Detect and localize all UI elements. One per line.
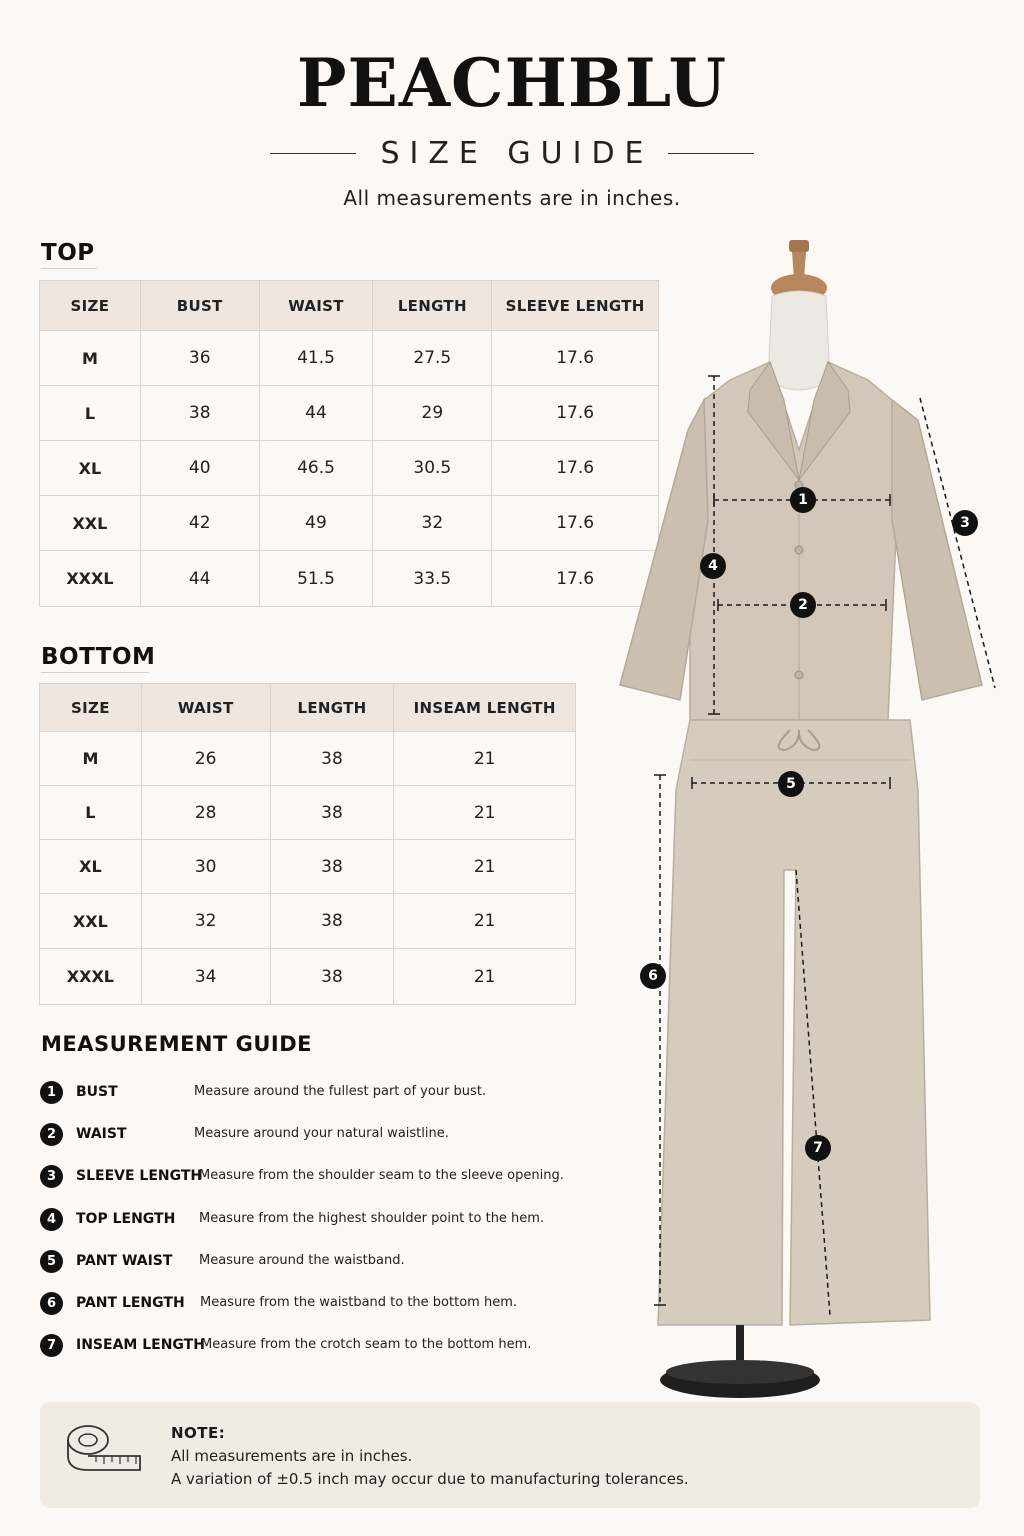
table-cell: 32 (373, 496, 492, 551)
table-row (40, 496, 659, 551)
table-cell: XXL (40, 496, 141, 551)
table-cell: 46.5 (259, 441, 373, 496)
note-box (40, 1402, 980, 1508)
measuring-tape-icon (64, 1420, 144, 1481)
marker-2: 2 (790, 592, 816, 618)
header-cell: SIZE (40, 281, 141, 331)
guide-label: SLEEVE LENGTH (76, 1168, 203, 1184)
table-cell: XL (40, 441, 141, 496)
table-header-row (40, 684, 576, 732)
table-cell: 38 (270, 786, 394, 840)
guide-number-badge: 5 (40, 1250, 63, 1273)
top-title-text: TOP (41, 240, 95, 266)
note-line-1: All measurements are in inches. (171, 1447, 413, 1465)
guide-description: Measure around the fullest part of your bust. (194, 1084, 487, 1099)
guide-description: Measure from the waistband to the bottom hem. (200, 1295, 517, 1310)
table-cell: 21 (394, 732, 576, 786)
bottom-section-title (41, 644, 155, 673)
guide-item-pant-waist (40, 1249, 172, 1273)
guide-item-bust (40, 1080, 118, 1104)
table-cell: 17.6 (492, 551, 659, 607)
table-cell: 32 (141, 894, 270, 949)
table-row (40, 386, 659, 441)
table-cell: 44 (140, 551, 259, 607)
table-cell: M (40, 732, 142, 786)
brand-title: PEACHBLU (296, 44, 728, 122)
subtitle-row (0, 136, 1024, 171)
note-title: NOTE: (171, 1424, 226, 1442)
table-cell: 21 (394, 840, 576, 894)
table-row (40, 732, 576, 786)
table-cell: 38 (270, 949, 394, 1005)
bottom-size-table (39, 683, 576, 1005)
table-cell: 42 (140, 496, 259, 551)
guide-label: INSEAM LENGTH (76, 1337, 205, 1353)
guide-item-inseam-length (40, 1333, 205, 1357)
measurement-guide-title: MEASUREMENT GUIDE (41, 1032, 313, 1056)
marker-5: 5 (778, 771, 804, 797)
guide-description: Measure around the waistband. (199, 1253, 405, 1268)
table-cell: L (40, 386, 141, 441)
header-cell: INSEAM LENGTH (394, 684, 576, 732)
table-header-row (40, 281, 659, 331)
table-cell: 38 (270, 840, 394, 894)
marker-7: 7 (805, 1135, 831, 1161)
table-cell: XXXL (40, 551, 141, 607)
guide-item-waist (40, 1122, 127, 1146)
table-cell: 27.5 (373, 331, 492, 386)
right-divider (668, 153, 754, 154)
table-cell: L (40, 786, 142, 840)
header-cell: SLEEVE LENGTH (492, 281, 659, 331)
table-cell: 34 (141, 949, 270, 1005)
header-cell: LENGTH (373, 281, 492, 331)
guide-label: BUST (76, 1084, 118, 1100)
table-cell: M (40, 331, 141, 386)
table-cell: 49 (259, 496, 373, 551)
guide-description: Measure from the highest shoulder point to the hem. (199, 1211, 545, 1226)
guide-number-badge: 2 (40, 1123, 63, 1146)
table-row (40, 949, 576, 1005)
table-cell: 51.5 (259, 551, 373, 607)
marker-6: 6 (640, 963, 666, 989)
top-section-title (41, 240, 97, 269)
guide-description: Measure around your natural waistline. (194, 1126, 449, 1141)
header-cell: WAIST (141, 684, 270, 732)
table-cell: 33.5 (373, 551, 492, 607)
guide-item-top-length (40, 1207, 175, 1231)
marker-4: 4 (700, 553, 726, 579)
table-cell: 21 (394, 786, 576, 840)
guide-item-pant-length (40, 1291, 185, 1315)
table-cell: 21 (394, 949, 576, 1005)
guide-description: Measure from the shoulder seam to the sleeve opening. (199, 1168, 564, 1183)
table-cell: XXL (40, 894, 142, 949)
table-cell: 41.5 (259, 331, 373, 386)
guide-label: TOP LENGTH (76, 1211, 176, 1227)
header-cell: WAIST (259, 281, 373, 331)
table-cell: 30.5 (373, 441, 492, 496)
table-cell: 17.6 (492, 331, 659, 386)
table-row (40, 441, 659, 496)
table-cell: 21 (394, 894, 576, 949)
marker-1: 1 (790, 487, 816, 513)
table-cell: 36 (140, 331, 259, 386)
guide-number-badge: 1 (40, 1081, 63, 1104)
guide-number-badge: 7 (40, 1334, 63, 1357)
table-row (40, 840, 576, 894)
note-line-2: A variation of ±0.5 inch may occur due to manufacturing tolerances. (171, 1470, 689, 1488)
header-cell: BUST (140, 281, 259, 331)
marker-3: 3 (952, 510, 978, 536)
pajama-set-illustration (600, 230, 1000, 1405)
table-cell: 17.6 (492, 496, 659, 551)
guide-number-badge: 4 (40, 1208, 63, 1231)
subtitle: SIZE GUIDE (380, 136, 654, 171)
guide-description: Measure from the crotch seam to the bottom hem. (201, 1337, 532, 1352)
guide-label: PANT WAIST (76, 1253, 173, 1269)
table-row (40, 551, 659, 607)
table-cell: 17.6 (492, 441, 659, 496)
guide-number-badge: 6 (40, 1292, 63, 1315)
bottom-title-underline (41, 672, 149, 673)
table-row (40, 786, 576, 840)
table-row (40, 894, 576, 949)
guide-label: WAIST (76, 1126, 127, 1142)
table-cell: 38 (140, 386, 259, 441)
table-cell: 38 (270, 894, 394, 949)
guide-item-sleeve-length (40, 1164, 202, 1188)
table-cell: XXXL (40, 949, 142, 1005)
units-note: All measurements are in inches. (343, 186, 681, 210)
table-cell: XL (40, 840, 142, 894)
table-cell: 44 (259, 386, 373, 441)
table-row (40, 331, 659, 386)
top-title-underline (41, 268, 97, 269)
table-cell: 30 (141, 840, 270, 894)
guide-label: PANT LENGTH (76, 1295, 185, 1311)
header-cell: SIZE (40, 684, 142, 732)
table-cell: 28 (141, 786, 270, 840)
table-cell: 26 (141, 732, 270, 786)
guide-number-badge: 3 (40, 1165, 63, 1188)
left-divider (270, 153, 356, 154)
table-cell: 29 (373, 386, 492, 441)
table-cell: 38 (270, 732, 394, 786)
top-size-table (39, 280, 659, 607)
mannequin-figure (600, 230, 1000, 1410)
table-cell: 17.6 (492, 386, 659, 441)
header-cell: LENGTH (270, 684, 394, 732)
table-cell: 40 (140, 441, 259, 496)
bottom-title-text: BOTTOM (41, 644, 156, 670)
